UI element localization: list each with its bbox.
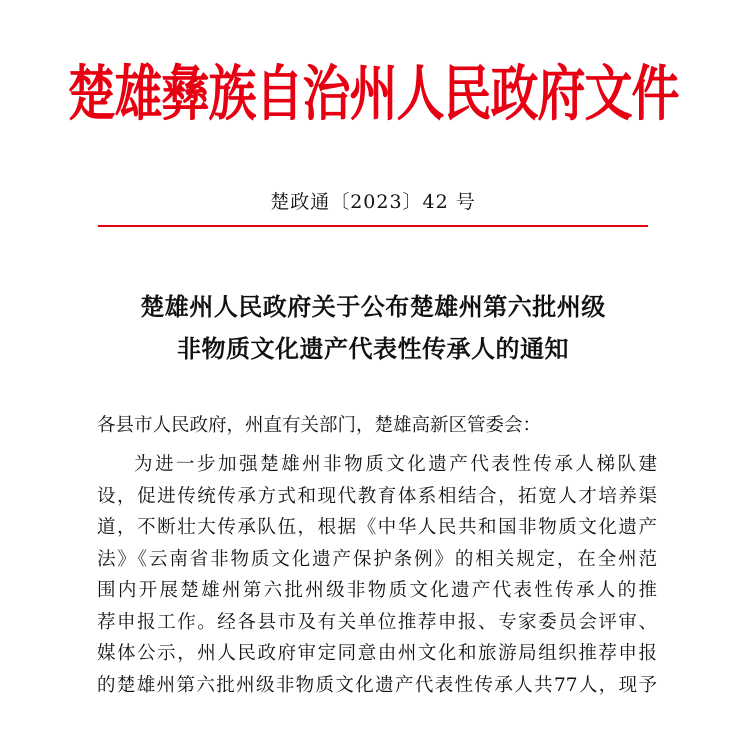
title-line-1: 楚雄州人民政府关于公布楚雄州第六批州级 — [140, 293, 606, 321]
document-number: 楚政通〔2023〕42 号 — [270, 191, 476, 213]
document-masthead: 楚雄彝族自治州人民政府文件 — [67, 59, 679, 130]
document-title — [0, 286, 746, 370]
body-line: 的楚雄州第六批州级非物质文化遗产代表性传承人共77人，现予 — [97, 674, 657, 696]
body-paragraph — [97, 449, 657, 701]
title-line-2: 非物质文化遗产代表性传承人的通知 — [177, 335, 569, 363]
body-line: 设，促进传统传承方式和现代教育体系相结合，拓宽人才培养渠 — [97, 485, 657, 507]
body-line: 道，不断壮大传承队伍，根据《中华人民共和国非物质文化遗产 — [97, 517, 657, 538]
body-line: 荐申报工作。经各县市及有关单位推荐申报、专家委员会评审、 — [97, 611, 657, 633]
body-line: 法》《云南省非物质文化遗产保护条例》的相关规定，在全州范 — [97, 548, 657, 570]
body-line: 为进一步加强楚雄州非物质文化遗产代表性传承人梯队建 — [134, 454, 657, 475]
body-line: 围内开展楚雄州第六批州级非物质文化遗产代表性传承人的推 — [97, 580, 657, 601]
red-divider-line — [98, 225, 648, 227]
salutation: 各县市人民政府，州直有关部门，楚雄高新区管委会： — [97, 415, 542, 436]
body-line: 媒体公示，州人民政府审定同意由州文化和旅游局组织推荐申报 — [97, 643, 657, 664]
